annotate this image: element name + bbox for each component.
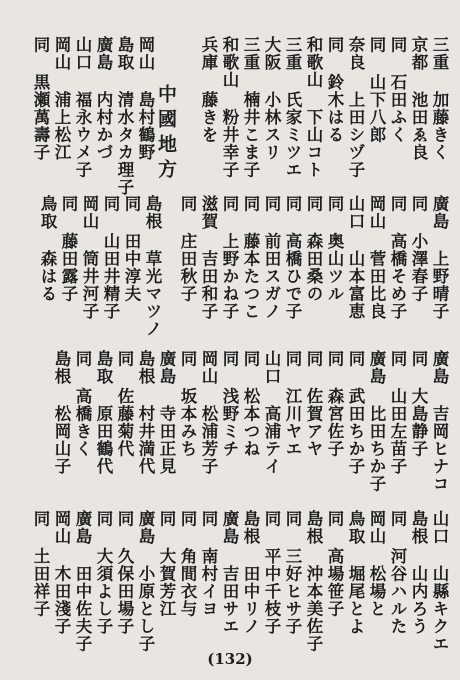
- entry: 同 鈴木はる: [325, 36, 344, 144]
- entry: 廣島 田中佐夫子: [73, 510, 92, 653]
- entry: 廣島 吉岡ヒナコ: [430, 350, 449, 493]
- entry: 三重 加藤きく: [430, 36, 449, 161]
- section-heading: 中國地方: [155, 84, 177, 184]
- entry: 岡山 浦上松江: [52, 36, 71, 161]
- entry: 島取 原田鶴代: [94, 350, 113, 475]
- entry: 同 石田ふく: [388, 36, 407, 144]
- entry: 廣島 寺田正見: [157, 350, 176, 475]
- entry: 同 高橋きく: [73, 350, 92, 458]
- entry: 鳥取 森はる: [38, 195, 57, 303]
- entry: 廣島 小原とし子: [136, 510, 155, 653]
- entry: 山口 山本富恵: [346, 195, 365, 320]
- page-number: (132): [207, 650, 253, 668]
- entry: 島根 松岡山子: [52, 350, 71, 475]
- entry: 同 松本つね: [241, 350, 260, 458]
- entry: 同 高橋ひで子: [283, 195, 302, 320]
- entry: 同 藤本たつこ: [241, 195, 260, 320]
- entry: 岡山 松浦芳子: [199, 350, 218, 475]
- entry: 同 田中淳夫: [122, 195, 141, 303]
- entry: 同 小澤春子: [409, 195, 428, 303]
- entry: 三重 氏家ミツエ: [283, 36, 302, 179]
- entry: 和歌山 下山コト: [304, 36, 323, 179]
- entry: 岡山 松場と: [367, 510, 386, 618]
- entry: 島取 清水タカ理子: [115, 36, 134, 196]
- entry: 岡山 島村鶴野: [136, 36, 155, 161]
- entry: 同 山田井精子: [101, 195, 120, 320]
- entry: 同 佐賀アヤ: [304, 350, 323, 458]
- entry: 同 上野かね子: [220, 195, 239, 320]
- entry: 同 山田左苗子: [388, 350, 407, 475]
- entry: 大阪 小林スリ: [262, 36, 281, 161]
- entry: 岡山 筒井河子: [80, 195, 99, 320]
- entry: 同 角間衣与: [178, 510, 197, 618]
- entry: 同 坂本みち: [178, 350, 197, 458]
- entry: 同 平中千枝子: [262, 510, 281, 635]
- entry: 同 森田桑の: [304, 195, 323, 303]
- entry: 同 久保田場子: [115, 510, 134, 635]
- entry: 同 浅野ミチ: [220, 350, 239, 458]
- entry: 廣島 比田ちか子: [367, 350, 386, 493]
- entry: 岡山 菅田比良: [367, 195, 386, 320]
- entry: 同 佐藤菊代: [115, 350, 134, 458]
- entry: 同 奥山ツル: [325, 195, 344, 303]
- entry: 同 高場笹子: [325, 510, 344, 618]
- entry: 島根 沖本美佐子: [304, 510, 323, 653]
- entry: 島根 草光マツノ: [143, 195, 162, 338]
- entry: 三重 楠井こま子: [241, 36, 260, 179]
- entry: 同 藤田露子: [59, 195, 78, 303]
- entry: 岡山 木田淺子: [52, 510, 71, 635]
- entry: 京都 池田ゑ良: [409, 36, 428, 161]
- entry: 同 三好ヒサ子: [283, 510, 302, 635]
- entry: 廣島 上野晴子: [430, 195, 449, 320]
- entry: 滋賀 吉田和子: [199, 195, 218, 320]
- entry: 同 高橋そめ子: [388, 195, 407, 320]
- entries-row-2: [0, 195, 460, 345]
- entry: 奈良 上田シヅ子: [346, 36, 365, 179]
- entry: 島根 山内ろう: [409, 510, 428, 635]
- entry: 同 大島静子: [409, 350, 428, 458]
- entry: 山口 山縣キクエ: [430, 510, 449, 653]
- entry: 同 河谷ハルた: [388, 510, 407, 635]
- entry: 同 黒瀬萬壽子: [31, 36, 50, 161]
- entry: 同 大須よし子: [94, 510, 113, 635]
- entry: 兵庫 藤きを: [199, 36, 218, 144]
- entry: 同 南村イヨ: [199, 510, 218, 618]
- entry: 山口 高浦テイ: [262, 350, 281, 475]
- entry: 同 山下八郎: [367, 36, 386, 144]
- entry: 同 前田スガノ: [262, 195, 281, 320]
- entry: 廣島 内村かづ: [94, 36, 113, 161]
- entries-row-3: [0, 350, 460, 500]
- entry: 同 土田祥子: [31, 510, 50, 618]
- entry: 廣島 吉田サエ: [220, 510, 239, 635]
- entry: 山口 福永ウメ子: [73, 36, 92, 179]
- entry: 同 江川ヤエ: [283, 350, 302, 458]
- entry: 同 武田ちか子: [346, 350, 365, 475]
- entry: 同 庄田秋子: [178, 195, 197, 303]
- entry: 同 大賀芳江: [157, 510, 176, 618]
- entry: 島根 田中リノ: [241, 510, 260, 635]
- entry: 島根 村井満代: [136, 350, 155, 475]
- entries-row-4: [0, 510, 460, 660]
- entry: 鳥取 堀尾とよ: [346, 510, 365, 635]
- entry: 和歌山 粉井幸子: [220, 36, 239, 179]
- entry: 同 森宮佐子: [325, 350, 344, 458]
